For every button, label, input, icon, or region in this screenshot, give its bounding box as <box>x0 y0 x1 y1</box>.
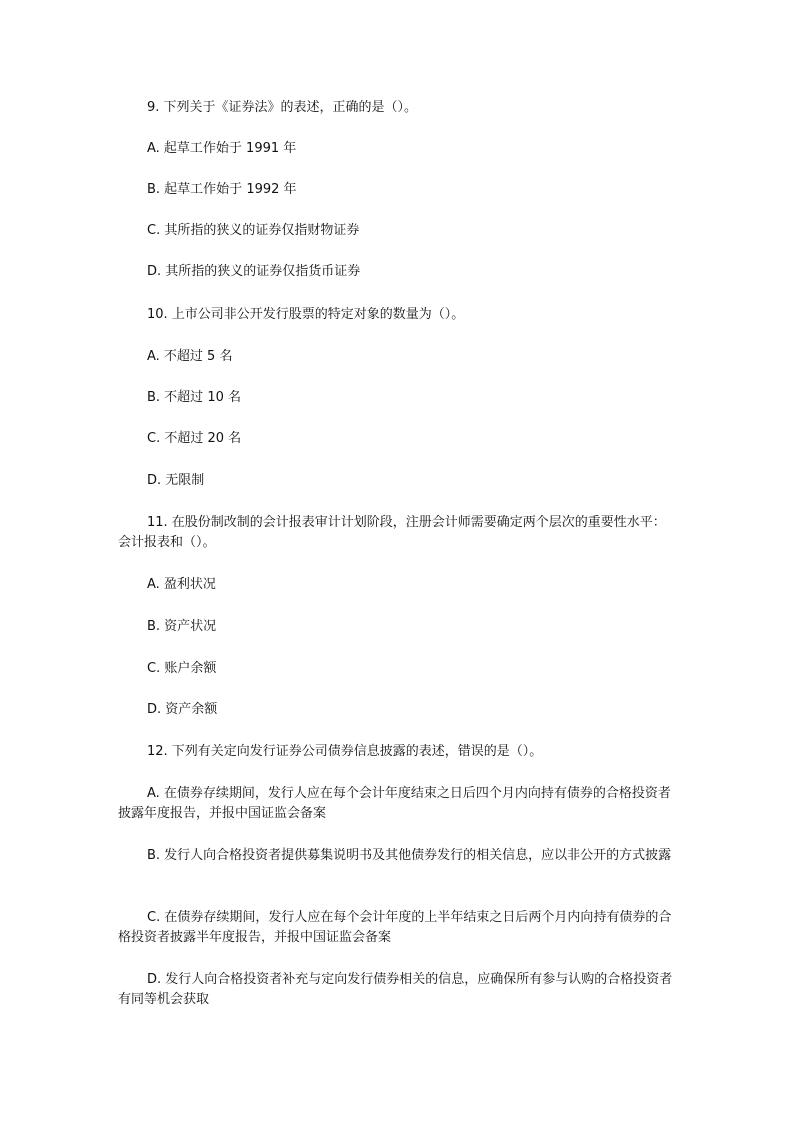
question-12-option-d: D. 发行人向合格投资者补充与定向发行债券相关的信息，应确保所有参与认购的合格投资者有同等机会获取 <box>118 972 673 1007</box>
question-12: 12. 下列有关定向发行证券公司债券信息披露的表述，错误的是（）。 <box>147 744 543 759</box>
question-11-option-d: D. 资产余额 <box>147 702 218 717</box>
question-9-option-a: A. 起草工作始于 1991 年 <box>147 141 297 156</box>
question-12-option-c: C. 在债券存续期间，发行人应在每个会计年度的上半年结束之日后两个月内向持有债券的合格投资者披露半年度报告，并报中国证监会备案 <box>118 910 672 945</box>
question-9-option-d: D. 其所指的狭义的证券仅指货币证券 <box>147 264 361 279</box>
question-11-option-c: C. 账户余额 <box>147 661 217 676</box>
question-10-option-b: B. 不超过 10 名 <box>147 390 241 405</box>
question-12-option-a: A. 在债券存续期间，发行人应在每个会计年度结束之日后四个月内向持有债券的合格投资者披露年度报告，并报中国证监会备案 <box>118 786 671 821</box>
question-11: 11. 在股份制改制的会计报表审计计划阶段，注册会计师需要确定两个层次的重要性水平：会计报表和（）。 <box>118 515 666 550</box>
question-10-option-d: D. 无限制 <box>147 473 205 488</box>
question-9-option-b: B. 起草工作始于 1992 年 <box>147 182 297 197</box>
question-12-option-b: B. 发行人向合格投资者提供募集说明书及其他债券发行的相关信息，应以非公开的方式披露 <box>147 848 672 863</box>
question-9: 9. 下列关于《证券法》的表述，正确的是（）。 <box>147 100 418 115</box>
question-9-option-c: C. 其所指的狭义的证券仅指财物证券 <box>147 223 360 238</box>
question-10-option-a: A. 不超过 5 名 <box>147 349 233 364</box>
question-10: 10. 上市公司非公开发行股票的特定对象的数量为（）。 <box>147 307 465 322</box>
question-11-option-b: B. 资产状况 <box>147 619 217 634</box>
question-11-option-a: A. 盈利状况 <box>147 577 216 592</box>
question-10-option-c: C. 不超过 20 名 <box>147 431 242 446</box>
